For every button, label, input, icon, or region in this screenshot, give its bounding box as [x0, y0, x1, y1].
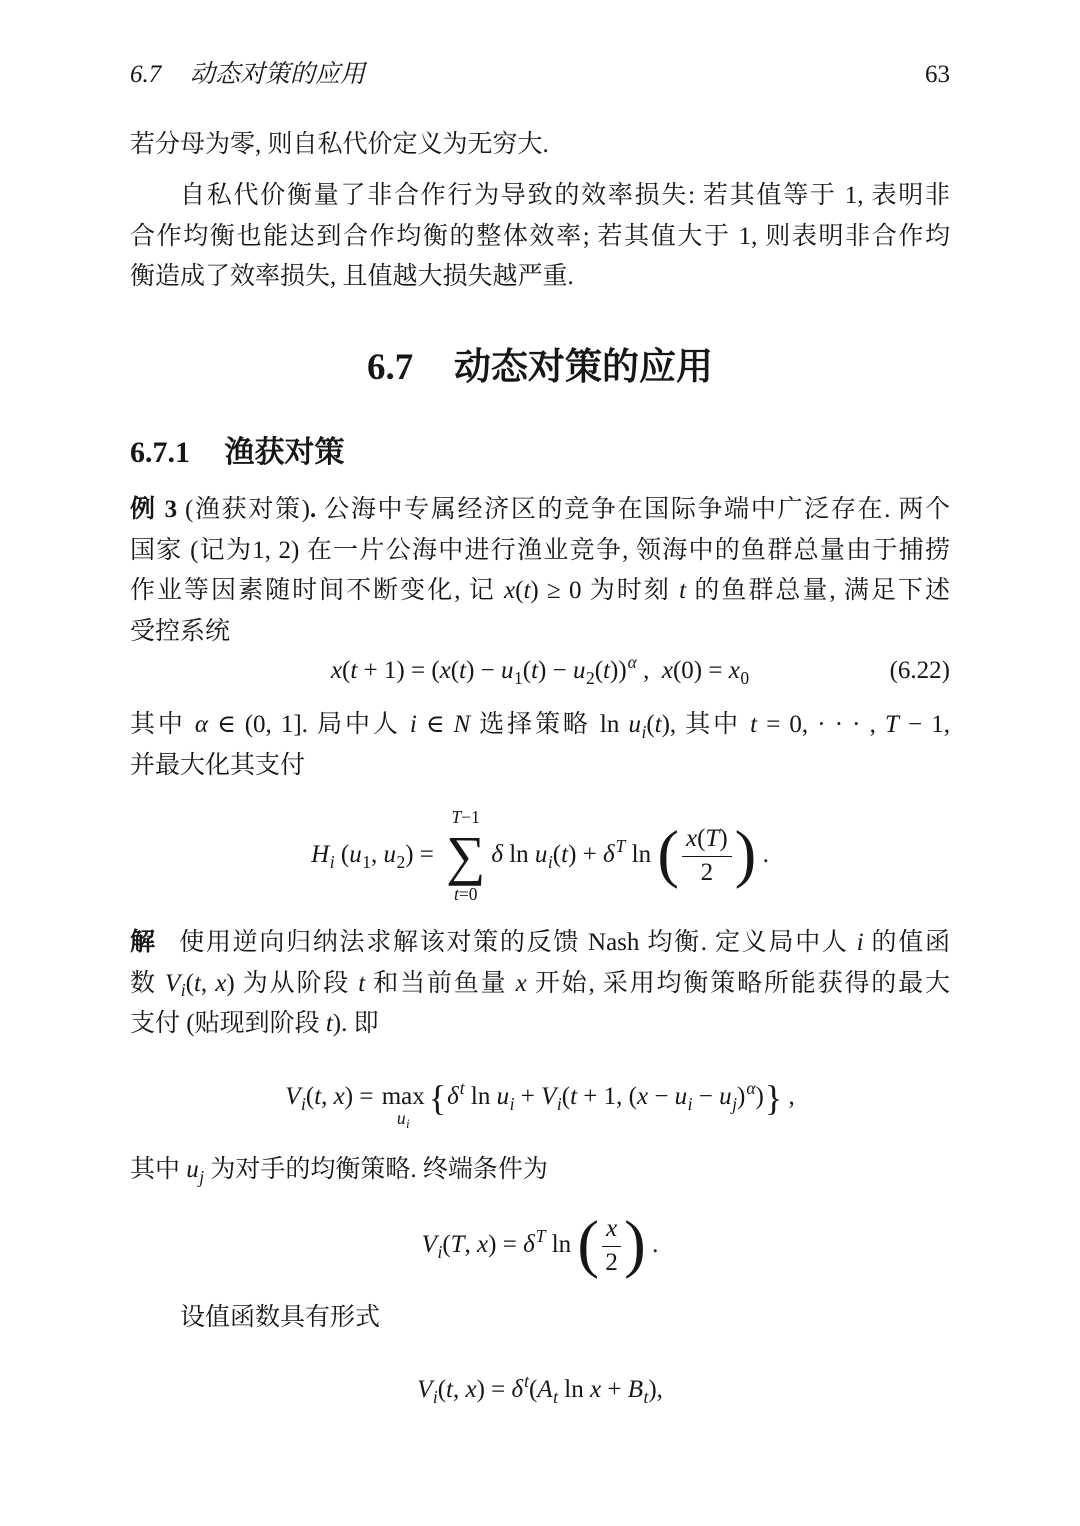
- solution-label: 解: [130, 929, 157, 956]
- text-run: 和当前鱼量: [365, 969, 516, 997]
- math-subscript: j: [199, 1166, 205, 1187]
- left-delimiter: {: [428, 1078, 447, 1119]
- text-run: 为对手的均衡策略. 终端条件为: [204, 1156, 548, 1183]
- math-variable: δ: [511, 1376, 524, 1403]
- summation: [446, 808, 485, 904]
- math-text: = 0, · · · ,: [757, 711, 885, 738]
- math-superscript: t: [524, 1370, 530, 1391]
- math-variable: t: [325, 1010, 333, 1037]
- math-variable: V: [164, 969, 181, 997]
- math-text: (: [450, 657, 460, 684]
- section-number: 6.7: [367, 347, 414, 388]
- text-line: [130, 217, 950, 258]
- math-subscript: 0: [740, 667, 750, 688]
- page-number: 63: [925, 61, 950, 88]
- text-run: 受控系统: [130, 617, 231, 645]
- math-text: ) −: [538, 657, 573, 684]
- text-run: 自私代价衡量了非合作行为导致的效率损失: 若其值等于: [180, 182, 845, 209]
- math-text: 1: [738, 222, 752, 250]
- math-text: ): [737, 1083, 746, 1110]
- text-line: [130, 490, 950, 531]
- equation-value-recursion: [130, 1067, 950, 1131]
- running-head-section-number: 6.7: [130, 61, 162, 88]
- math-variable: t: [350, 657, 358, 684]
- text-run: , 则表明非合作均: [751, 222, 950, 250]
- math-variable: t: [314, 1083, 322, 1110]
- math-superscript: α: [746, 1077, 756, 1098]
- math-text: (: [529, 1376, 538, 1403]
- math-text: (: [342, 657, 351, 684]
- math-subscript: i: [180, 980, 186, 1001]
- text-run: (渔获对策): [177, 496, 310, 523]
- math-text: .: [645, 1231, 659, 1258]
- math-subscript: t: [553, 1386, 559, 1407]
- text-run: 衡造成了效率损失, 且值越大损失越严重.: [130, 263, 574, 290]
- fraction: [602, 1215, 621, 1278]
- right-delimiter: ): [734, 817, 757, 890]
- math-variable: u: [396, 1108, 406, 1128]
- math-variable: t: [446, 1376, 453, 1403]
- text-line: [130, 571, 950, 612]
- subsection-number: 6.7.1: [130, 436, 190, 469]
- math-superscript: α: [627, 651, 637, 672]
- fraction-denominator: [605, 1247, 618, 1278]
- text-line: [130, 1298, 950, 1339]
- math-text: ) =: [405, 841, 441, 868]
- operator-lower-limit: [396, 1108, 410, 1131]
- math-variable: T: [705, 825, 720, 853]
- left-delimiter: (: [577, 1207, 600, 1280]
- math-variable: u: [628, 711, 641, 738]
- math-variable: u: [383, 841, 396, 868]
- text-run: 设值函数具有形式: [180, 1304, 381, 1331]
- subsection-title: 渔获对策: [224, 436, 345, 469]
- math-superscript: T: [615, 835, 626, 856]
- math-variable: t: [453, 884, 459, 905]
- fraction-numerator: [682, 825, 732, 857]
- math-text: − 1,: [898, 711, 950, 738]
- math-subscript: 1: [514, 667, 523, 688]
- math-variable: H: [311, 841, 330, 868]
- math-text: ,: [321, 1083, 334, 1110]
- right-delimiter: ): [624, 1207, 646, 1280]
- math-text: (: [515, 577, 524, 604]
- math-variable: u: [674, 1083, 688, 1110]
- math-variable: T: [451, 807, 462, 828]
- math-text: ,: [782, 1083, 795, 1110]
- math-subscript: i: [556, 1093, 562, 1114]
- math-text: (: [697, 825, 706, 853]
- math-text: (: [561, 1083, 571, 1110]
- math-text: ,: [636, 657, 662, 684]
- math-text: (: [185, 969, 194, 997]
- math-subscript: i: [329, 851, 335, 872]
- math-variable: u: [534, 841, 548, 868]
- math-subscript: 2: [396, 851, 406, 872]
- math-variable: x: [661, 657, 673, 684]
- text-line: [130, 531, 950, 572]
- math-subscript: i: [432, 1386, 438, 1407]
- math-text: ln: [502, 841, 535, 868]
- math-variable: t: [459, 657, 467, 684]
- max-symbol: max: [381, 1083, 425, 1110]
- math-text: 2: [700, 858, 714, 886]
- sigma-symbol: ∑: [446, 825, 486, 887]
- math-subscript: i: [406, 1116, 410, 1131]
- math-text: 1: [844, 182, 858, 209]
- math-text: ln: [545, 1231, 578, 1258]
- math-text: ) =: [344, 1083, 380, 1110]
- section-title: 动态对策的应用: [453, 347, 713, 388]
- math-variable: t: [679, 577, 687, 604]
- math-variable: t: [750, 711, 758, 738]
- text-run: 的鱼群总量, 满足下述: [686, 577, 950, 604]
- text-run: 的值函: [863, 929, 950, 956]
- math-variable: u: [501, 657, 514, 684]
- text-run: ). 即: [332, 1010, 379, 1037]
- math-variable: δ: [447, 1083, 459, 1110]
- text-line: [130, 964, 950, 1005]
- example-3-paragraph: [130, 490, 950, 652]
- equation-payoff: [130, 805, 950, 906]
- math-text: ,: [200, 969, 216, 997]
- bold-label: 例 3: [130, 496, 178, 523]
- text-line: [130, 1150, 950, 1191]
- math-variable: x: [606, 1215, 618, 1243]
- math-variable: u: [572, 657, 586, 684]
- bold-label: .: [310, 496, 317, 523]
- math-variable: V: [285, 1083, 301, 1110]
- paragraph-zero-denominator: [130, 125, 950, 166]
- text-line: [130, 125, 950, 166]
- math-subscript: 2: [585, 667, 595, 688]
- math-variable: x: [636, 1083, 649, 1110]
- math-text: ,: [464, 1231, 478, 1258]
- math-text: (: [437, 1376, 447, 1403]
- math-text: ),: [661, 711, 686, 738]
- math-text: ): [755, 1083, 764, 1110]
- math-variable: δ: [603, 841, 615, 868]
- math-variable: N: [453, 711, 471, 738]
- math-variable: x: [439, 657, 451, 684]
- math-variable: B: [627, 1376, 643, 1403]
- math-variable: t: [570, 1083, 578, 1110]
- math-text: ),: [648, 1376, 663, 1403]
- math-variable: T: [450, 1231, 465, 1258]
- math-subscript: j: [732, 1093, 738, 1114]
- math-text: ) −: [466, 657, 501, 684]
- math-text: (: [334, 841, 350, 868]
- paragraph-strategy: [130, 705, 950, 786]
- text-run: , 表明非: [857, 182, 950, 209]
- math-text: ): [719, 825, 728, 853]
- text-run: 为从阶段: [234, 969, 359, 997]
- math-subscript: t: [643, 1386, 649, 1407]
- math-variable: A: [537, 1376, 553, 1403]
- math-text: (: [552, 841, 562, 868]
- text-line: [130, 1004, 950, 1045]
- text-run: 并最大化其支付: [130, 751, 306, 779]
- text-run: 选择策略: [470, 711, 600, 738]
- math-variable: i: [409, 711, 417, 738]
- text-run: 数: [130, 969, 165, 997]
- math-text: +: [601, 1376, 628, 1403]
- math-text: ) +: [568, 841, 604, 868]
- text-run: 若分母为零, 则自私代价定义为无穷大.: [130, 131, 549, 158]
- math-text: ) =: [488, 1231, 524, 1258]
- paragraph-ansatz: [130, 1298, 950, 1339]
- subsection-heading: [130, 431, 950, 475]
- math-text: (: [442, 1231, 451, 1258]
- math-variable: x: [330, 657, 343, 684]
- text-run: 作业等因素随时间不断变化, 记: [130, 577, 505, 604]
- math-text: ) =: [476, 1376, 512, 1403]
- text-line: [130, 746, 950, 787]
- math-text: ,: [453, 1376, 466, 1403]
- text-run: 其中: [130, 1156, 187, 1183]
- paragraph-price-of-anarchy: [130, 176, 950, 298]
- running-head: [130, 55, 950, 95]
- text-run: 为时刻: [581, 577, 680, 604]
- math-text: ∈: [416, 711, 454, 738]
- math-variable: x: [215, 969, 227, 997]
- math-text: (: [305, 1083, 315, 1110]
- math-subscript: i: [509, 1093, 515, 1114]
- equation-number: (6.22): [889, 657, 950, 684]
- text-run: 其中: [685, 711, 751, 738]
- math-text: ,: [370, 841, 384, 868]
- math-text: −1: [461, 807, 480, 828]
- fraction-numerator: [602, 1215, 621, 1247]
- math-text: ): [226, 969, 235, 997]
- section-heading: [130, 343, 950, 393]
- math-subscript: i: [547, 851, 553, 872]
- math-superscript: t: [459, 1077, 465, 1098]
- math-variable: u: [349, 841, 362, 868]
- max-operator: [381, 1083, 425, 1131]
- text-line: [130, 705, 950, 746]
- math-variable: δ: [523, 1231, 535, 1258]
- math-variable: t: [654, 711, 662, 738]
- math-variable: t: [603, 657, 610, 684]
- math-text: ) ≥ 0: [530, 577, 582, 604]
- math-text: =0: [458, 884, 478, 905]
- math-text: + 1) = (: [357, 657, 440, 684]
- text-run: 公海中专属经济区的竞争在国际争端中广泛存在. 两个: [316, 496, 950, 523]
- text-run: 局中人: [317, 711, 410, 738]
- math-subscript: i: [437, 1241, 443, 1262]
- math-text: ln: [599, 711, 629, 738]
- math-text: ∈ (0, 1].: [207, 711, 318, 738]
- text-line: [130, 923, 950, 964]
- math-variable: V: [421, 1231, 437, 1258]
- math-text: ln: [625, 841, 658, 868]
- math-variable: t: [531, 657, 539, 684]
- math-variable: x: [728, 657, 740, 684]
- math-text: ln: [464, 1083, 497, 1110]
- math-variable: x: [685, 825, 698, 853]
- math-variable: i: [856, 929, 864, 956]
- math-variable: x: [504, 577, 516, 604]
- text-run: 使用逆向归纳法求解该对策的反馈 Nash 均衡. 定义局中人: [179, 929, 857, 956]
- math-subscript: i: [641, 721, 647, 742]
- math-variable: x: [477, 1231, 489, 1258]
- paragraph-solution: [130, 923, 950, 1045]
- math-text: (: [594, 657, 604, 684]
- right-delimiter: }: [764, 1078, 783, 1119]
- math-subscript: i: [687, 1093, 693, 1114]
- math-subscript: i: [300, 1093, 306, 1114]
- math-variable: x: [515, 969, 527, 997]
- running-head-title: 动态对策的应用: [190, 61, 366, 88]
- math-variable: δ: [491, 841, 503, 868]
- math-text: (: [522, 657, 532, 684]
- paragraph-opponent: [130, 1150, 950, 1191]
- math-text: −: [648, 1083, 675, 1110]
- math-variable: u: [496, 1083, 510, 1110]
- math-subscript: 1: [362, 851, 371, 872]
- math-text: +: [514, 1083, 542, 1110]
- math-variable: T: [884, 711, 899, 738]
- math-variable: t: [523, 577, 531, 604]
- math-variable: x: [333, 1083, 345, 1110]
- math-text: )): [610, 657, 627, 684]
- equation-value-form: [130, 1370, 950, 1411]
- math-variable: V: [541, 1083, 557, 1110]
- text-run: 合作均衡也能达到合作均衡的整体效率; 若其值大于: [130, 222, 739, 250]
- fraction-denominator: [701, 857, 714, 888]
- math-text: 2: [605, 1248, 618, 1276]
- equation-terminal-condition: [130, 1205, 950, 1286]
- math-variable: t: [561, 841, 569, 868]
- math-variable: α: [194, 711, 208, 738]
- fraction: [682, 825, 732, 888]
- math-superscript: T: [535, 1225, 546, 1246]
- math-variable: x: [465, 1376, 477, 1403]
- math-variable: u: [186, 1156, 199, 1183]
- text-run: 开始, 采用均衡策略所能获得的最大: [526, 969, 950, 997]
- math-text: (0) =: [672, 657, 729, 684]
- math-text: −: [692, 1083, 720, 1110]
- text-line: [130, 257, 950, 298]
- math-text: (: [646, 711, 655, 738]
- operator-lower-limit: [454, 885, 478, 904]
- text-run: 支付 (贴现到阶段: [130, 1010, 326, 1037]
- text-line: [130, 176, 950, 217]
- math-variable: u: [719, 1083, 732, 1110]
- text-line: [130, 612, 950, 653]
- text-run: 国家 (记为1, 2) 在一片公海中进行渔业竞争, 领海中的鱼群总量由于捕捞: [130, 536, 950, 564]
- math-variable: t: [358, 969, 366, 997]
- math-variable: x: [589, 1376, 602, 1403]
- left-delimiter: (: [657, 817, 679, 890]
- text-run: 其中: [130, 711, 195, 738]
- math-variable: V: [417, 1376, 433, 1403]
- math-variable: t: [193, 969, 201, 997]
- math-text: .: [756, 841, 769, 868]
- math-text: ln: [558, 1376, 590, 1403]
- math-text: + 1, (: [577, 1083, 637, 1110]
